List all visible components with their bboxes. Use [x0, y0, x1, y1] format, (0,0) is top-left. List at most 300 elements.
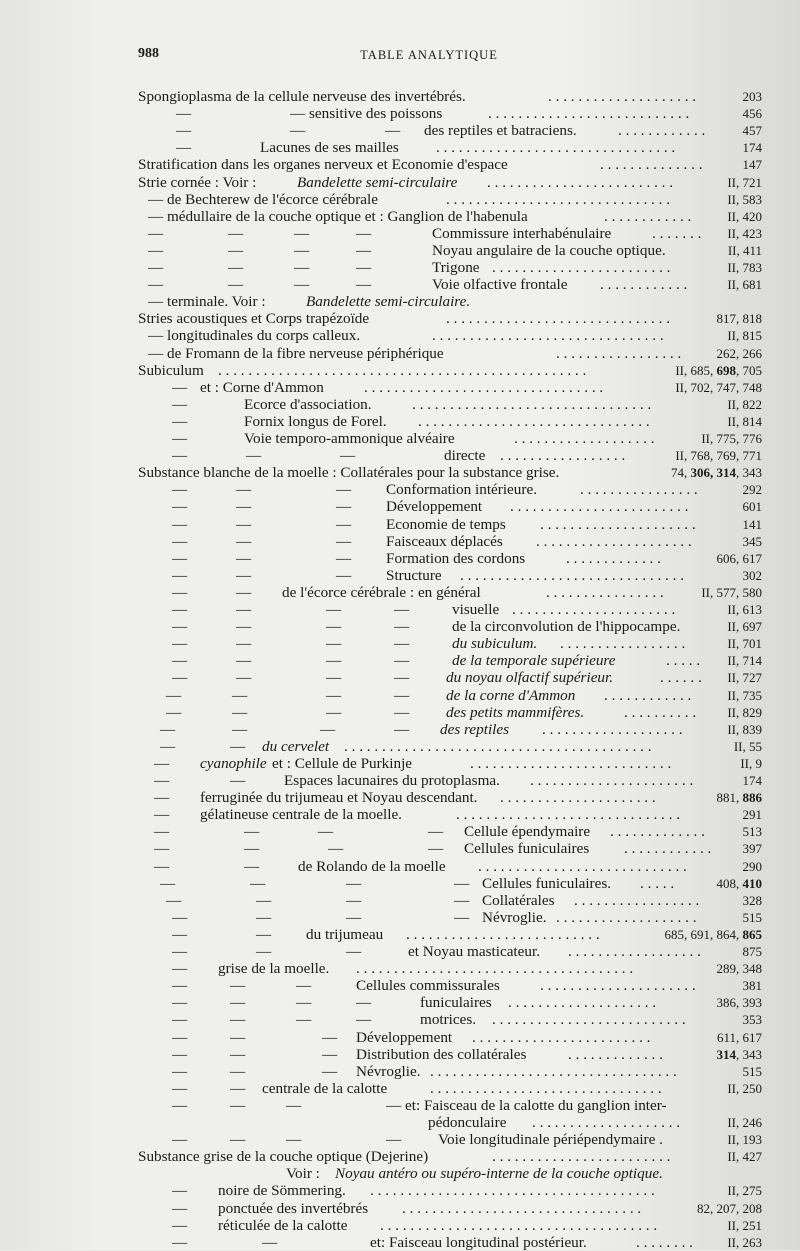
page-reference: 606, 617 [716, 550, 762, 566]
entry-text: — [172, 1233, 188, 1251]
entry-text: — [356, 241, 372, 259]
page-reference: II, 427 [727, 1149, 762, 1165]
dot-leader: . . . . . . . . . . . . . . . . . . . . . . . . . . [492, 1011, 686, 1029]
entry-text: réticulée de la calotte [218, 1216, 348, 1234]
entry-text: — [394, 635, 410, 653]
entry-text: — [386, 1131, 402, 1149]
entry-text: — [176, 122, 192, 140]
entry-text: — [154, 772, 170, 789]
entry-text: pédonculaire [428, 1114, 507, 1131]
dot-leader: . . . . . . . . . . . . . . . . . . . . . . . . . . [406, 925, 600, 943]
page-reference: 353 [742, 1012, 762, 1028]
index-entry [0, 977, 800, 994]
entry-text: — [172, 601, 188, 618]
page-reference: 74, 306, 314, 343 [671, 465, 762, 481]
entry-text: — [454, 908, 470, 926]
running-title: TABLE ANALYTIQUE [360, 48, 498, 62]
index-entry [0, 1182, 800, 1199]
entry-text: — [236, 481, 252, 499]
entry-text: Stratification dans les organes nerveux et Economie d'espace [138, 156, 508, 174]
entry-text: Cellules funiculaires [464, 840, 590, 858]
entry-text: — [236, 583, 252, 601]
entry-text: — [428, 840, 444, 858]
entry-text: — longitudinales du corps calleux. [148, 327, 361, 345]
entry-text: directe [444, 447, 486, 465]
page-reference: II, 775, 776 [701, 431, 762, 446]
index-entry [0, 447, 800, 464]
dot-leader: . . . . . [640, 874, 675, 892]
page-reference: II, 685, 698, 705 [675, 362, 762, 378]
entry-text: — [172, 1199, 188, 1217]
entry-text: — [356, 224, 372, 242]
dot-leader: . . . . . [666, 652, 701, 670]
entry-text: — [356, 276, 372, 294]
entry-text: — [262, 1233, 278, 1251]
index-entry [0, 789, 800, 806]
entry-text: — [172, 430, 188, 447]
page-reference: 314, 343 [716, 1046, 762, 1062]
index-entry [0, 139, 800, 156]
entry-text: — [454, 891, 470, 909]
index-entry [0, 1200, 800, 1217]
index-entry [0, 293, 800, 310]
page-reference: 203 [742, 89, 762, 104]
page-reference: 817, 818 [716, 311, 762, 327]
entry-text: — [322, 1062, 338, 1080]
dot-leader: . . . . . . . . . . . . . . . . . . [568, 943, 701, 960]
page-reference: 397 [742, 841, 762, 857]
entry-text: — [336, 481, 352, 499]
index-entry [0, 806, 800, 823]
entry-text: — [228, 276, 244, 294]
entry-text: — [454, 874, 470, 892]
entry-text: Spongioplasma de la cellule nerveuse des invertébrés. [138, 88, 466, 105]
entry-text: du noyau olfactif supérieur. [446, 669, 614, 687]
entry-text: — [232, 720, 248, 738]
entry-text: — [176, 105, 192, 123]
index-entry [0, 1165, 800, 1182]
page-reference: II, 697 [727, 619, 762, 635]
index-entry [0, 669, 800, 686]
entry-text: — [294, 241, 310, 259]
entry-text: — [166, 703, 182, 721]
entry-text: grise de la moelle. [218, 960, 330, 978]
entry-text: — [336, 515, 352, 533]
index-entry [0, 327, 800, 344]
page-reference: II, 681 [727, 277, 762, 293]
entry-text: — [230, 1079, 246, 1097]
page-reference: II, 822 [727, 396, 762, 412]
entry-text: Voie olfactive frontale [432, 276, 568, 294]
index-entry [0, 379, 800, 396]
entry-text: visuelle [452, 601, 500, 618]
entry-text: Substance blanche de la moelle : Collatérales pour la substance grise. [138, 464, 560, 482]
entry-text: — [394, 703, 410, 721]
entry-text: Structure [386, 566, 442, 584]
dot-leader: . . . . . . . . . . . . . . . . . . . . . . . . . . . . . . . . [364, 378, 604, 396]
entry-text: — [326, 601, 342, 618]
entry-text: — [296, 994, 312, 1012]
entry-text: — [296, 1011, 312, 1029]
index-entry [0, 174, 800, 191]
dot-leader: . . . . . . . . . . . . . . . . . . . . . . . . . . . . . . [460, 566, 685, 584]
entry-text: — [286, 1131, 302, 1149]
entry-text: — [336, 498, 352, 516]
entry-text: Cellule épendymaire [464, 823, 591, 841]
dot-leader: . . . . . . . . . . . . . . . . . . . . [548, 88, 697, 105]
entry-text: Développement [386, 498, 483, 516]
entry-text: — [172, 925, 188, 943]
page-reference: II, 246 [727, 1115, 762, 1130]
dot-leader: . . . . . . . . . . . . . . . . . [560, 635, 686, 653]
entry-text: — [322, 1028, 338, 1046]
entry-text: Voie temporo-ammonique alvéaire [244, 430, 455, 447]
entry-text: — [172, 378, 188, 396]
entry-text: — [160, 737, 176, 755]
entry-text: — [236, 601, 252, 618]
index-entry [0, 687, 800, 704]
entry-text: — [230, 737, 246, 755]
entry-text: — [228, 259, 244, 276]
entry-text: — [172, 498, 188, 516]
page-reference: II, 411 [727, 242, 762, 258]
dot-leader: . . . . . . . . . . . . . . . . . . . . . . . . . . . . . . . . [402, 1199, 642, 1217]
entry-text: — [356, 994, 372, 1012]
entry-text: Economie de temps [386, 515, 506, 533]
entry-text: de la corne d'Ammon [446, 686, 576, 704]
entry-text: Développement [356, 1028, 453, 1046]
entry-text: Voie longitudinale périépendymaire . [438, 1131, 663, 1149]
index-entry [0, 1217, 800, 1234]
dot-leader: . . . . . . . . . . . . . . . . . . . . . . . . . . . [488, 105, 690, 123]
entry-text: — [172, 960, 188, 978]
page-reference: 408, 410 [716, 875, 762, 891]
entry-text: — [228, 224, 244, 242]
entry-text: — [154, 806, 170, 824]
page-reference: II, 250 [727, 1080, 762, 1096]
index-entry [0, 225, 800, 242]
index-entry [0, 310, 800, 327]
entry-text: — [428, 823, 444, 841]
dot-leader: . . . . . . . . . . . . . . . . . . . . . . . . . . . . . . . . . . . . . . . . . [344, 737, 652, 755]
entry-text: — [286, 1096, 302, 1114]
dot-leader: . . . . . . . . . . . . [618, 122, 706, 140]
entry-text: Subiculum [138, 361, 204, 379]
index-entry [0, 88, 800, 105]
entry-text: — [336, 549, 352, 567]
entry-text: — [230, 1011, 246, 1029]
entry-text: Noyau antéro ou supéro-interne de la couche optique. [335, 1165, 663, 1183]
entry-text: — [172, 395, 188, 413]
page-reference: II, 613 [727, 602, 762, 617]
dot-leader: . . . . . . . . . . . . . . . . [580, 481, 698, 499]
dot-leader: . . . . . . . . . . . . . . . . . . . . . . . . . . . . . . [446, 310, 671, 328]
dot-leader: . . . . . . . . . . . . . . . . . . . . . . . . . . . . . . . . . . . . . [380, 1216, 658, 1234]
entry-text: — [232, 703, 248, 721]
index-entry [0, 362, 800, 379]
entry-text: — [236, 652, 252, 670]
page-reference: II, 275 [727, 1183, 762, 1199]
entry-text: Fornix longus de Forel. [244, 412, 387, 430]
entry-text: — [176, 139, 192, 157]
entry-text: — [328, 840, 344, 858]
entry-text: — [340, 447, 356, 465]
entry-text: Collatérales [482, 891, 555, 909]
dot-leader: . . . . . . . [652, 224, 702, 242]
entry-text: — sensitive des poissons [290, 105, 443, 123]
index-entry [0, 704, 800, 721]
dot-leader: . . . . . . . . . . . . . . . . . . . . . . [512, 601, 676, 618]
index-entry [0, 1011, 800, 1028]
page-reference: 302 [742, 567, 762, 583]
dot-leader: . . . . . . . . . . . . . . . . . . . . . . . . . . . . . . [456, 806, 681, 824]
page-reference: II, 702, 747, 748 [675, 379, 762, 395]
page-reference: II, 783 [727, 260, 762, 275]
dot-leader: . . . . . . . . . . . . . . . . . . . [556, 908, 697, 926]
entry-text: — [346, 874, 362, 892]
entry-text: — [230, 1131, 246, 1149]
entry-text: — [148, 241, 164, 259]
entry-text: — [172, 1011, 188, 1029]
entry-text: Névroglie. [482, 908, 547, 926]
page-reference: 875 [742, 944, 762, 959]
entry-text: — [230, 1096, 246, 1114]
page-reference: 289, 348 [716, 961, 762, 977]
entry-text: — [172, 1182, 188, 1200]
entry-text: — [172, 669, 188, 687]
entry-text: — [230, 1062, 246, 1080]
index-entry [0, 1029, 800, 1046]
entry-text: — [394, 720, 410, 738]
entry-text: Trigone [432, 259, 480, 276]
dot-leader: . . . . . . . . . . . . . . . . . . . . . . . . . . . [470, 754, 672, 772]
entry-text: Ecorce d'association. [244, 395, 372, 413]
entry-text: — [296, 977, 312, 995]
index-entry [0, 242, 800, 259]
entry-text: — [172, 908, 188, 926]
entry-text: — [394, 618, 410, 636]
page-reference: 611, 617 [716, 1029, 762, 1045]
index-entry [0, 635, 800, 652]
entry-text: — [236, 515, 252, 533]
entry-text: Noyau angulaire de la couche optique. [432, 241, 666, 259]
entry-text: — [336, 532, 352, 550]
entry-text: — terminale. Voir : [148, 293, 266, 311]
entry-text: et Noyau masticateur. [408, 943, 541, 960]
entry-text: — [244, 857, 260, 875]
page-reference: 881, 886 [716, 790, 762, 806]
page-reference: II, 251 [727, 1217, 762, 1233]
entry-text: — [356, 1011, 372, 1029]
page-reference: II, 193 [727, 1132, 762, 1148]
entry-text: — [320, 720, 336, 738]
dot-leader: . . . . . . . . . . . . . . . . . [574, 891, 700, 909]
entry-text: centrale de la calotte [262, 1079, 388, 1097]
entry-text: — de Fromann de la fibre nerveuse périphérique [148, 344, 444, 362]
dot-leader: . . . . . . [660, 669, 702, 687]
page-reference: II, 735 [727, 687, 762, 703]
entry-text: — [172, 994, 188, 1012]
entry-text: Espaces lacunaires du protoplasma. [284, 772, 500, 789]
page-reference: 328 [742, 892, 762, 908]
dot-leader: . . . . . . . . . . . . . . . . . . . . . . . . . . . . . . . [432, 327, 664, 345]
index-entry [0, 156, 800, 173]
dot-leader: . . . . . . . . . . . . . [566, 549, 661, 567]
page-reference: 601 [742, 499, 762, 515]
dot-leader: . . . . . . . . . . . . . . . . . . . . . . . . . . . . . . . [430, 1079, 662, 1097]
index-entry [0, 584, 800, 601]
index-entry [0, 926, 800, 943]
dot-leader: . . . . . . . . . . . . . . [600, 156, 703, 174]
entry-text: — [394, 601, 410, 618]
entry-text: — [172, 1045, 188, 1063]
index-entry [0, 276, 800, 293]
index-entry [0, 892, 800, 909]
entry-text: et : Corne d'Ammon [200, 378, 324, 396]
index-entry [0, 840, 800, 857]
page-reference: 147 [742, 157, 762, 173]
page-reference: 456 [742, 106, 762, 122]
entry-text: — [166, 891, 182, 909]
index-entry [0, 1148, 800, 1165]
entry-text: — [256, 925, 272, 943]
entry-text: ferruginée du trijumeau et Noyau descendant. [200, 789, 478, 807]
page-reference: 381 [742, 978, 762, 994]
dot-leader: . . . . . . . . . . . . . . . . . . . . . . . . [492, 1148, 671, 1166]
index-entry [0, 909, 800, 926]
page-reference: 513 [742, 824, 762, 840]
entry-text: — [326, 686, 342, 704]
entry-text: — [228, 241, 244, 259]
entry-text: — [172, 447, 188, 465]
entry-text: — [250, 874, 266, 892]
dot-leader: . . . . . . . . . . . . [604, 207, 692, 225]
entry-text: — [346, 943, 362, 960]
entry-text: Strie cornée : Voir : [138, 173, 257, 191]
page-reference: II, 9 [740, 755, 762, 771]
index-entry [0, 601, 800, 618]
entry-text: — [385, 122, 401, 140]
entry-text: du cervelet [262, 737, 330, 755]
dot-leader: . . . . . . . . . . . . . . . . . . . . . . . . . . . . . . . . . . . . . [356, 960, 634, 978]
entry-text: — et: Faisceau de la calotte du ganglion inter- [386, 1096, 667, 1114]
entry-text: du trijumeau [306, 925, 384, 943]
entry-text: — [394, 652, 410, 670]
entry-text: Bandelette semi-circulaire [297, 173, 458, 191]
index-entry [0, 618, 800, 635]
entry-text: Stries acoustiques et Corps trapézoïde [138, 310, 370, 328]
index-entry [0, 858, 800, 875]
entry-text: — médullaire de la couche optique et : Ganglion de l'habenula [148, 207, 528, 225]
entry-text: — [172, 583, 188, 601]
entry-text: — [172, 566, 188, 584]
entry-text: Voir : [286, 1165, 320, 1183]
entry-text: — [160, 720, 176, 738]
entry-text: — [294, 259, 310, 276]
dot-leader: . . . . . . . . . . . . . . . . . [556, 344, 682, 362]
page-reference: II, 423 [727, 225, 762, 241]
entry-text: — [166, 686, 182, 704]
entry-text: — [172, 515, 188, 533]
index-entry [0, 1097, 800, 1114]
entry-text: — [230, 994, 246, 1012]
index-entry [0, 823, 800, 840]
page-reference: II, 839 [727, 721, 762, 737]
entry-text: — [148, 259, 164, 276]
dot-leader: . . . . . . . . . . . . . . . . . . . . . . . . [492, 259, 671, 276]
dot-leader: . . . . . . . . . . . . . . . . . . . . . . . . . . . . [478, 857, 687, 875]
entry-text: des petits mammifères. [446, 703, 585, 721]
index-entry [0, 1114, 800, 1131]
entry-text: — [256, 891, 272, 909]
page-reference: II, 714 [727, 653, 762, 669]
entry-text: — [322, 1045, 338, 1063]
index-entry [0, 122, 800, 139]
dot-leader: . . . . . . . . . . . . . . . . . . . . . [536, 532, 692, 550]
entry-text: — [326, 635, 342, 653]
entry-text: — [172, 1062, 188, 1080]
index-entry [0, 943, 800, 960]
entry-text: — [172, 532, 188, 550]
page-reference: 262, 266 [716, 345, 762, 361]
page-reference: II, 583 [727, 191, 762, 207]
dot-leader: . . . . . . . . . . . . . . . . . . . . . [540, 977, 696, 995]
index-entry [0, 516, 800, 533]
index-entry [0, 960, 800, 977]
entry-text: — [236, 618, 252, 636]
index-entry [0, 396, 800, 413]
dot-leader: . . . . . . . . . . [624, 703, 697, 721]
index-entry [0, 430, 800, 447]
entry-text: — [232, 686, 248, 704]
entry-text: — [326, 618, 342, 636]
entry-text: — [230, 977, 246, 995]
entry-text: — de Bechterew de l'écorce cérébrale [148, 190, 378, 208]
index-entry [0, 738, 800, 755]
dot-leader: . . . . . . . . . . . . . . . . . . . [542, 720, 683, 738]
entry-text: de la temporale supérieure [452, 652, 616, 670]
entry-text: — [172, 977, 188, 995]
page-reference: II, 55 [733, 738, 762, 754]
dot-leader: . . . . . . . . . . . . [604, 686, 692, 704]
page-reference: II, 263 [727, 1234, 762, 1250]
entry-text: — [172, 1096, 188, 1114]
dot-leader: . . . . . . . . [636, 1233, 693, 1251]
dot-leader: . . . . . . . . . . . . . . . . . . . . . . . . [510, 498, 689, 516]
entry-text: — [326, 669, 342, 687]
entry-text: — [160, 874, 176, 892]
entry-text: — [394, 669, 410, 687]
entry-text: — [294, 276, 310, 294]
entry-text: — [326, 652, 342, 670]
dot-leader: . . . . . . . . . . . . . . . . . . . . [508, 994, 657, 1012]
entry-text: et: Faisceau longitudinal postérieur. [370, 1233, 587, 1251]
index-entry [0, 755, 800, 772]
entry-text: — [256, 908, 272, 926]
dot-leader: . . . . . . . . . . . . . . . . . . . . . [540, 515, 696, 533]
entry-text: — [236, 549, 252, 567]
entry-text: du subiculum. [452, 635, 538, 653]
page-reference: II, 814 [727, 413, 762, 429]
dot-leader: . . . . . . . . . . . . . [610, 823, 705, 841]
index-entry [0, 413, 800, 430]
page-reference: 685, 691, 864, 865 [664, 926, 762, 942]
entry-text: — [294, 224, 310, 242]
entry-text: de Rolando de la moelle [298, 857, 446, 875]
dot-leader: . . . . . . . . . . . . . . . . . . . . . . . . . . . . . . . [418, 412, 650, 430]
page-reference: II, 701 [727, 636, 762, 652]
page-reference: II, 721 [727, 174, 762, 190]
